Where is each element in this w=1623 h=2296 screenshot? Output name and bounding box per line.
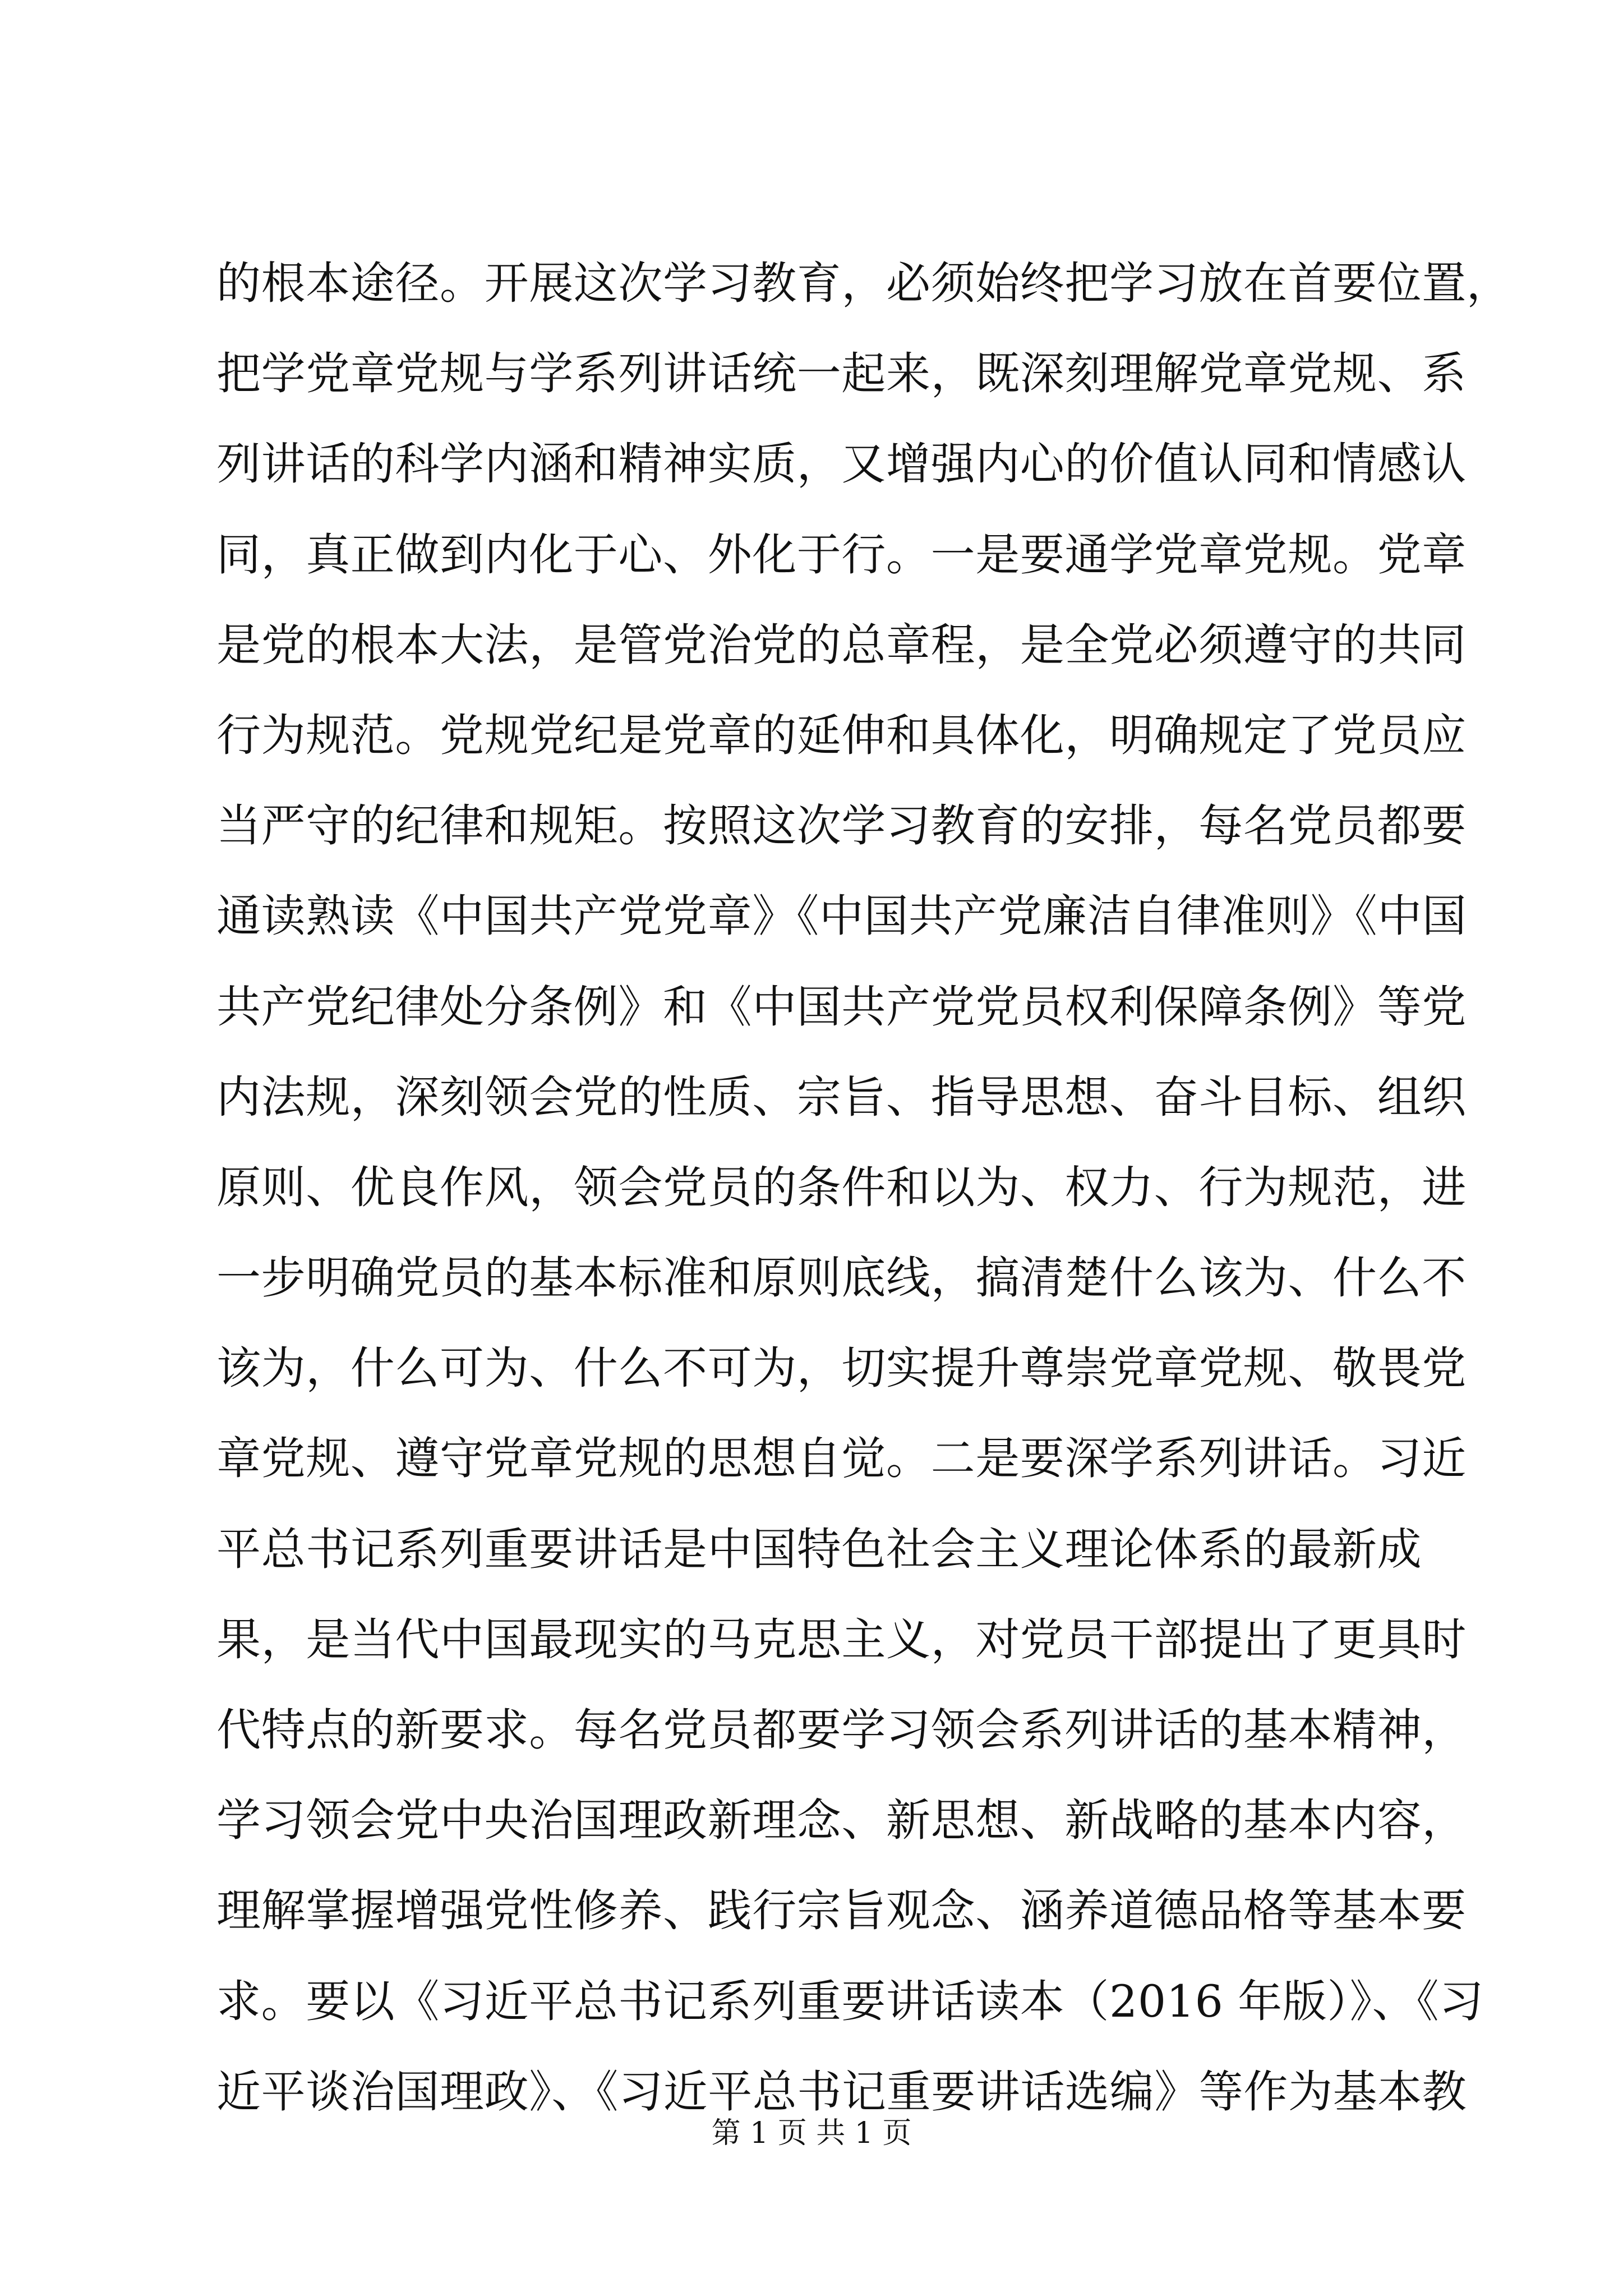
text-line: 近平谈治国理政》、《习近平总书记重要讲话选编》等作为基本教 [216,2065,1467,2118]
text-line: 果，是当代中国最现实的马克思主义，对党员干部提出了更具时 [216,1613,1467,1665]
text-line: 把学党章党规与学系列讲话统一起来，既深刻理解党章党规、系 [216,348,1467,400]
text-line: 平总书记系列重要讲话是中国特色社会主义理论体系的最新成 [216,1523,1422,1575]
text-line: 求。要以《习近平总书记系列重要讲话读本（2016 年版）》、《习 [216,1975,1484,2027]
text-line: 行为规范。党规党纪是党章的延伸和具体化，明确规定了党员应 [216,709,1467,761]
page-number-label: 第 1 页 共 1 页 [711,2116,912,2150]
text-line: 列讲话的科学内涵和精神实质，又增强内心的价值认同和情感认 [216,438,1467,490]
text-line: 学习领会党中央治国理政新理念、新思想、新战略的基本内容， [216,1795,1467,1847]
body-text [216,255,1511,2154]
text-line: 是党的根本大法，是管党治党的总章程，是全党必须遵守的共同 [216,619,1467,671]
text-line: 一步明确党员的基本标准和原则底线，搞清楚什么该为、什么不 [216,1252,1467,1304]
text-line: 当严守的纪律和规矩。按照这次学习教育的安排，每名党员都要 [216,800,1467,852]
text-line: 原则、优良作风，领会党员的条件和以为、权力、行为规范，进 [216,1161,1467,1213]
text-line: 章党规、遵守党章党规的思想自觉。二是要深学系列讲话。习近 [216,1433,1467,1485]
text-line: 的根本途径。开展这次学习教育，必须始终把学习放在首要位置， [216,257,1511,309]
text-line: 内法规，深刻领会党的性质、宗旨、指导思想、奋斗目标、组织 [216,1071,1467,1123]
text-line: 代特点的新要求。每名党员都要学习领会系列讲话的基本精神， [216,1704,1467,1756]
text-line: 同，真正做到内化于心、外化于行。一是要通学党章党规。党章 [216,528,1467,581]
page-footer [0,2114,1623,2153]
text-line: 理解掌握增强党性修养、践行宗旨观念、涵养道德品格等基本要 [216,1885,1467,1937]
text-line: 该为，什么可为、什么不可为，切实提升尊崇党章党规、敬畏党 [216,1342,1467,1395]
text-line: 共产党纪律处分条例》和《中国共产党党员权利保障条例》等党 [216,981,1467,1033]
text-line: 通读熟读《中国共产党党章》《中国共产党廉洁自律准则》《中国 [216,890,1467,942]
